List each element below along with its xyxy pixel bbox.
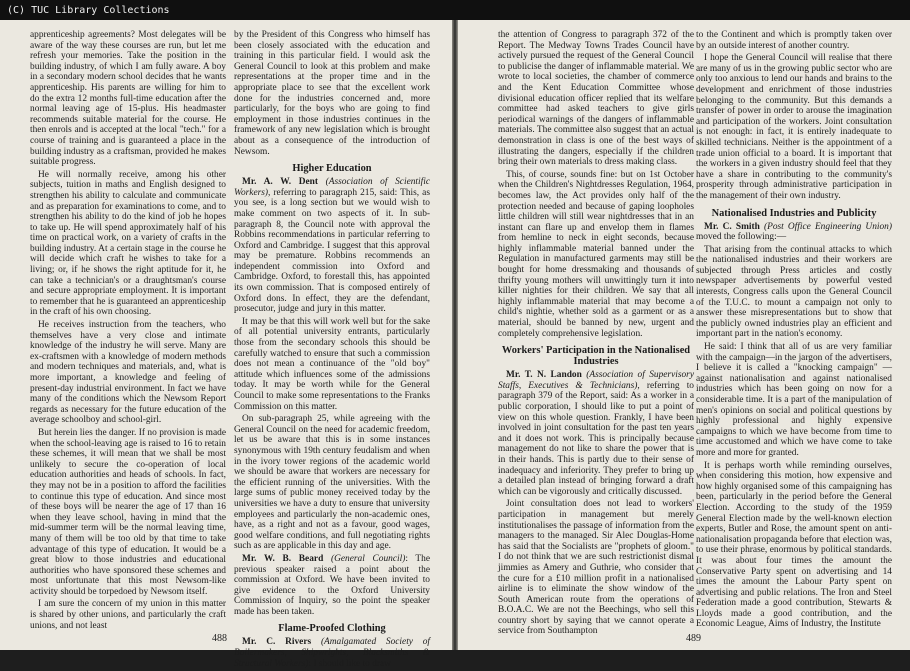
speaker-organisation: (Association of Supervisory Staffs, Executives & Technicians) (498, 370, 694, 391)
right-page (458, 20, 910, 650)
left-column-2 (234, 30, 430, 671)
paragraph: It may be that this will work well but for the sake of all potential university entrants, particularly those from the secondary schools this should be carefully watched to ensure that such a commission does not mean a continuance of the "old boy" attitude which influences some of the admissions today. It may be worth while for the General Council to make some representations to the Franks Commission on this matter. (234, 316, 430, 412)
left-column-1 (30, 30, 226, 633)
speaker-name: Mr. C. Rivers (242, 637, 312, 648)
right-column-2 (696, 30, 892, 632)
left-page (0, 20, 452, 669)
speech-text: : I should like to draw (308, 658, 391, 669)
paragraph: On sub-paragraph 25, while agreeing with the General Council on the need for academic freedom, let us be aware that this is in some instances synonymous with 19th century feudalism and when in the ivory tower regions of the academic world we should be aware that workers are necessary for the efficient running of the universities. With the large sums of public money received today by the universities we have a duty to ensure that university employees and particularly the non-academic ones, have, as a right and not as a favour, good wages, good welfare conditions, and full negotiating rights such as are applicable in this day and age. (234, 414, 430, 552)
paragraph: He receives instruction from the teachers, who themselves have a very close and intimate knowledge of the industry he will serve. Many are ex-craftsmen with a knowledge of modern methods and modern techniques and materials, and, what is more important, a knowledge and feeling of present-day industrial environment. In fact we have many of the conditions which the Newsom Report regards as necessary for the future education of the average schoolboy and school-girl. (30, 320, 226, 426)
speaker-organisation: (Association of Scientific Workers) (234, 177, 431, 198)
section-heading: Workers' Participation in the Nationalised Industries (501, 345, 691, 368)
speech-paragraph (696, 222, 892, 243)
speech-paragraph (234, 637, 430, 669)
paragraph: apprenticeship agreements? Most delegates will be aware of the way these courses are run, but let me refresh your memories. Take the position in the building industry, of which I am fully aware. A boy in a secondary modern school decides that he wants apprenticeship. His parents are willing for him to do the extra 12 months full-time education after the normal leaving age of 15-plus. His headmaster recommends suitable material for the course. He then enrols and is accepted at the local "tech." for a course of training and is guaranteed a place in the building industry as a craftsman, provided he makes suitable progress. (30, 30, 226, 168)
paragraph: But herein lies the danger. If no provision is made when the school-leaving age is raised to 16 to retain these schemes, it will mean that we shall be most unlikely to secure the co-operation of local education authorities and heads of schools. In fact, they may not be in a position to afford the facilities to continue this type of education. And since most of these boys will be nearer the age of 17 than 16 when they leave school, having in mind that the mid-summer term will be the normal leaving time, many of them will be too old by that time to take advantage of this type of education. It would be a great blow to those industries and educational authorities who have sponsored these schemes and most unfortunate that this most Newsom-like activity should be torpedoed by Newsom itself. (30, 427, 226, 597)
page-number: 488 (212, 633, 227, 644)
speaker-name: Mr. C. Smith (704, 221, 760, 232)
speech-text: : The previous speaker raised a point about the commission at Oxford. We have been invited to give evidence to the Oxford University Commission of Inquiry, so the point the speaker made has been taken. (234, 553, 430, 617)
page-number: 489 (686, 633, 701, 644)
paragraph: It is perhaps worth while reminding ourselves, when considering this motion, how expensive and how highly organised some of this campaigning has been, particularly in the period before the General Election. According to the study of the 1959 General Election made by the well-known election experts, Butler and Rose, the amount spent on anti-nationalisation propaganda before that election was, to use their phrase, enormous by political standards. It was about four times the amount the Conservative Party spent on advertising and 14 times the amount the Labour Party spent on advertising and public relations. The Iron and Steel Federation made a good contribution, Stewarts & Lloyds made a good contribution, and the Economic League, Aims of Industry, the Institute (696, 460, 892, 630)
speech-text: moved the following:— (696, 232, 787, 243)
paragraph: the attention of Congress to paragraph 372 of the Report. The Medway Towns Trades Council have actively pursued the request of the General Council to publicise the danger of inflammable material. We wrote to local societies, the chamber of commerce and the Kent Education Committee whose divisional education officer replied that its welfare committee had asked teachers to give girls periodical warnings of the dangers of inflammable materials. The committee also suggest that an actual demonstration in class is one of the best ways of illustrating the dangers, especially if the children bring their own materials to dress making class. (498, 30, 694, 168)
paragraph: to the Continent and which is promptly taken over by an outside interest of another country. (696, 30, 892, 51)
speaker-organisation: (Post Office Engineering Union) (763, 221, 892, 232)
motion-text: That arising from the continual attacks to which the nationalised industries and their workers are subjected through Press articles and costly newspaper advertisements by powerful vested interests, Congress calls upon the General Council of the T.U.C. to mount a campaign not only to answer these misrepresentations but to show that the publicly owned industries play an efficient and important part in the nation's economy. (696, 244, 892, 340)
paragraph: by the President of this Congress who himself has been closely associated with the education and training in this particular field. I would ask the General Council to look at this problem and make representations at the proper time and in the appropriate place to see that the excellent work done for the industries concerned and, more particularly, for the boys who are going to find employment in those industries continues in the framework of any new legislation which is brought about as a consequence of the introduction of Newsom. (234, 30, 430, 157)
speech-text: , referring to paragraph 215, said: This, as you see, is a long section but we would wish to make comment on two aspects of it. In sub-paragraph 8, the Council note with approval the Robbins recommendations in particular referring to Oxford and Cambridge. I suggest that this approval may be premature. Robbins recommends an independent commission into Oxford and Cambridge. Oxford, to forestall this, has appointed its own commission. That is composed entirely of Oxford dons. In effect, they are the defendant, prosecutor, judge and jury in this matter. (234, 187, 430, 315)
collection-header-bar (0, 0, 910, 22)
speaker-organisation: (Amalgamated Society of Boilermakers, Shipwrights, Blacksmiths & Structural Workers) (234, 637, 431, 669)
paragraph: Joint consultation does not lead to workers' participation in management but merely institutionalises the passage of information from the managers to the managed. Sir Alec Douglas-Home has said that the Socialists are "prophets of gloom." I do not think that we are such restrictionist dismal jimmies as Amery and Guthrie, who consider that the cure for a £10 million profit in a nationalised airline is to eliminate the show window of the South American route from the operations of B.O.A.C. We are not the Beechings, who sell this country short by saying that we cannot operate a service from Southampton (498, 499, 694, 637)
speaker-organisation: (General Council) (330, 553, 406, 564)
speech-paragraph (234, 554, 430, 618)
paragraph: He will normally receive, among his other subjects, tuition in maths and English designed to strengthen his ability to calculate and communicate and as preparation for examinations to come, and to strengthen his ability to do the kind of job he hopes to take up. He will spend approximately half of his time on practical work, on a variety of crafts in the building industry. At a certain stage in the course he will decide which craft he wishes to take for a living; or, if he shows the right aptitude for it, he can take a technician's or a draughtsman's course and secure appropriate employment. It is important to remember that he is guaranteed an apprenticeship in the craft of his own choosing. (30, 169, 226, 318)
speech-paragraph (234, 177, 430, 315)
right-column-1 (498, 30, 694, 639)
speaker-name: Mr. A. W. Dent (242, 177, 318, 188)
collection-label: (C) TUC Library Collections (7, 5, 170, 16)
paragraph: He said: I think that all of us are very familiar with the campaign—in the jargon of the advertisers, I believe it is called a "knocking campaign" — against nationalisation and against nationalised industries which has been going on now for a considerable time. It is a part of the manipulation of men's opinions on social and political questions by highly professional and highly expensive campaigns to which we have become from time to time accustomed and which we have come to take more and more for granted. (696, 342, 892, 458)
speech-paragraph (498, 370, 694, 497)
paragraph: I am sure the concern of my union in this matter is shared by other unions, and particularly the craft unions, and not least (30, 599, 226, 631)
paragraph: This, of course, sounds fine: but on 1st October when the Children's Nightdresses Regulation, 1964, becomes law, the Act provides only half of the protection needed and because of gaping loopholes little children will still wear nightdresses that in an instant can flare up and envelop them in flames from hemline to neck in eight seconds, because highly inflammable material banned under the Regulation in manufactured garments may still be bought for home dressmaking and thousands of thrifty young mothers will unwittingly turn it into killer nighties for their children. We say that all highly inflammable material that may become a child's nightie, whether sold as a garment or as a material, should be banned by new, urgent and completely comprehensive legislation. (498, 169, 694, 339)
speaker-name: Mr. W. B. Beard (242, 553, 324, 564)
section-heading: Higher Education (292, 163, 372, 175)
speech-text: , referring to paragraph 379 of the Report, said: As a worker in a public corporation, I should like to put a point of view on this whole question. Frankly, I have been involved in joint consultation for the past ten years and it does not work. This is principally because management do not like to share the power that is in their hands. This is partly due to their sense of inadequacy and inferiority. They prefer to bring up a detailed plan instead of bringing forward a draft which can be vigorously and critically discussed. (498, 380, 694, 497)
speaker-name: Mr. T. N. Landon (506, 370, 582, 381)
section-heading: Flame-Proofed Clothing (278, 623, 386, 635)
section-heading: Nationalised Industries and Publicity (711, 207, 877, 219)
paragraph: I hope the General Council will realise that there are many of us in the growing public sector who are only too anxious to lend our hands and brains to the development and enrichment of those industries belonging to the community. But this demands a transfer of power in order to arouse the imagination and participation of the workers. Joint consultation is not enough: in fact, it is entirely inadequate to skilled technicians. Neither is the appointment of a trade union official to a board. It is important that the workers in a given industry should feel that they have a share in contributing to the community's prosperity through administrative participation in the management of their own industry. (696, 53, 892, 201)
